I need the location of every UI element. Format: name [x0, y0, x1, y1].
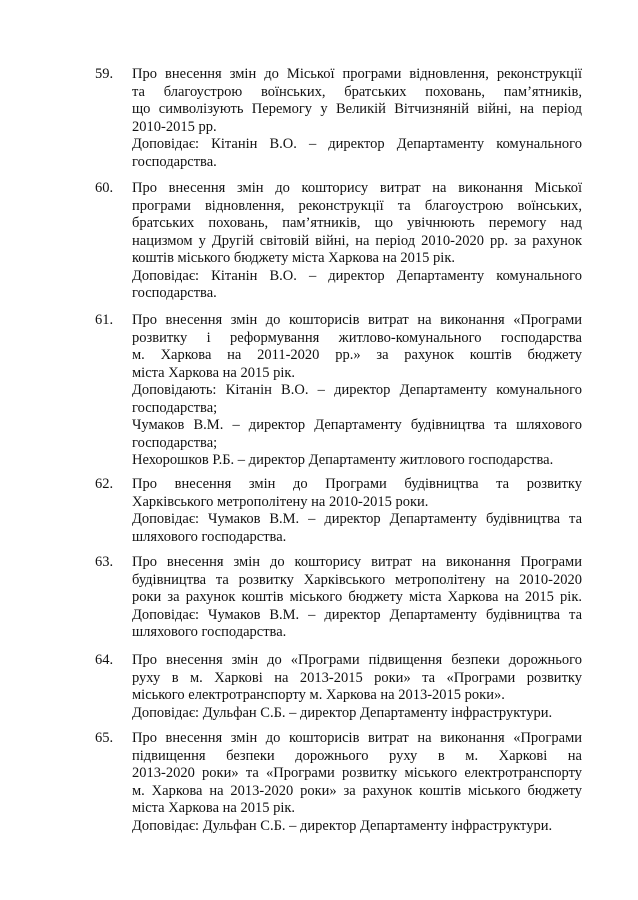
- item-line: братських поховань, пам’ятників, що увічнюють перемогу над: [132, 215, 582, 231]
- item-number: 59.: [95, 66, 114, 82]
- item-number: 65.: [95, 730, 114, 746]
- item-line: Про внесення змін до Міської програми відновлення, реконструкції: [132, 66, 582, 82]
- item-line: міста Харкова на 2015 рік.: [132, 800, 296, 816]
- item-line: нацизмом у Другій світовій війні, на період 2010-2020 рр. за рахунок: [132, 232, 582, 249]
- item-line: розвитку і реформування житлово-комунального господарства: [132, 329, 582, 346]
- item-line: Про внесення змін до кошторису витрат на виконання Міської: [132, 180, 582, 196]
- item-line: Харківського метрополітену на 2010-2015 роки.: [132, 493, 429, 510]
- item-number: 60.: [95, 180, 114, 196]
- item-line: Про внесення змін до кошторисів витрат на виконання «Програми: [132, 312, 582, 328]
- item-line: міста Харкова на 2015 рік.: [132, 364, 296, 381]
- item-line: будівництва та розвитку Харківського метрополітену на 2010-2020: [132, 571, 582, 588]
- item-text: [132, 476, 582, 546]
- item-line: руху в м. Харкові на 2013-2015 роки» та «Програми розвитку: [132, 669, 582, 686]
- item-line: 2010-2015 рр.: [132, 118, 217, 135]
- item-line: господарства;: [132, 399, 218, 416]
- item-line: господарства;: [132, 434, 218, 451]
- item-line: шляхового господарства.: [132, 528, 287, 545]
- item-number: 61.: [95, 312, 114, 328]
- item-line: Нехорошков Р.Б. – директор Департаменту житлового господарства.: [132, 452, 554, 468]
- item-text: [132, 66, 582, 171]
- item-line: Доповідають: Кітанін В.О. – директор Департаменту комунального: [132, 382, 582, 398]
- item-line: Доповідає: Дульфан С.Б. – директор Департаменту інфраструктури.: [132, 704, 553, 721]
- item-line: шляхового господарства.: [132, 624, 287, 640]
- item-line: Про внесення змін до кошторисів витрат на виконання «Програми: [132, 730, 582, 746]
- item-line: Доповідає: Кітанін В.О. – директор Департаменту комунального: [132, 267, 582, 284]
- item-line: Доповідає: Чумаков В.М. – директор Департаменту будівництва та: [132, 511, 582, 527]
- item-line: господарства.: [132, 285, 217, 301]
- item-line: коштів міського бюджету міста Харкова на 2015 рік.: [132, 250, 456, 266]
- item-number: 63.: [95, 554, 114, 570]
- item-number: 64.: [95, 652, 114, 668]
- item-line: м. Харкова на 2011-2020 рр.» за рахунок коштів бюджету: [132, 347, 582, 363]
- item-line: міського електротранспорту м. Харкова на 2013-2015 роки».: [132, 687, 505, 703]
- item-text: [132, 312, 582, 470]
- item-line: підвищення безпеки дорожнього руху в м. Харкові на: [132, 747, 582, 764]
- item-text: [132, 180, 582, 303]
- item-text: [132, 554, 582, 642]
- item-line: Доповідає: Чумаков В.М. – директор Департаменту будівництва та: [132, 606, 582, 623]
- item-line: 2013-2020 роки» та «Програми розвитку міського електротранспорту: [132, 765, 582, 781]
- item-number: 62.: [95, 476, 114, 492]
- item-text: [132, 730, 582, 835]
- item-text: [132, 652, 582, 722]
- item-line: та благоустрою воїнських, братських поховань, пам’ятників,: [132, 83, 582, 100]
- item-line: м. Харкова на 2013-2020 роки» за рахунок коштів міського бюджету: [132, 782, 582, 799]
- item-line: Про внесення змін до «Програми підвищення безпеки дорожнього: [132, 652, 582, 668]
- item-line: Про внесення змін до кошторису витрат на виконання Програми: [132, 554, 582, 570]
- item-line: програми відновлення, реконструкції та благоустрою воїнських,: [132, 197, 582, 214]
- item-line: що символізують Перемогу у Великій Вітчизняній війні, на період: [132, 101, 582, 117]
- item-line: роки за рахунок коштів міського бюджету міста Харкова на 2015 рік.: [132, 589, 582, 605]
- item-line: Доповідає: Дульфан С.Б. – директор Департаменту інфраструктури.: [132, 817, 553, 834]
- item-line: господарства.: [132, 153, 217, 170]
- item-line: Доповідає: Кітанін В.О. – директор Департаменту комунального: [132, 136, 582, 152]
- item-line: Про внесення змін до Програми будівництва та розвитку: [132, 476, 582, 492]
- item-line: Чумаков В.М. – директор Департаменту будівництва та шляхового: [132, 417, 582, 433]
